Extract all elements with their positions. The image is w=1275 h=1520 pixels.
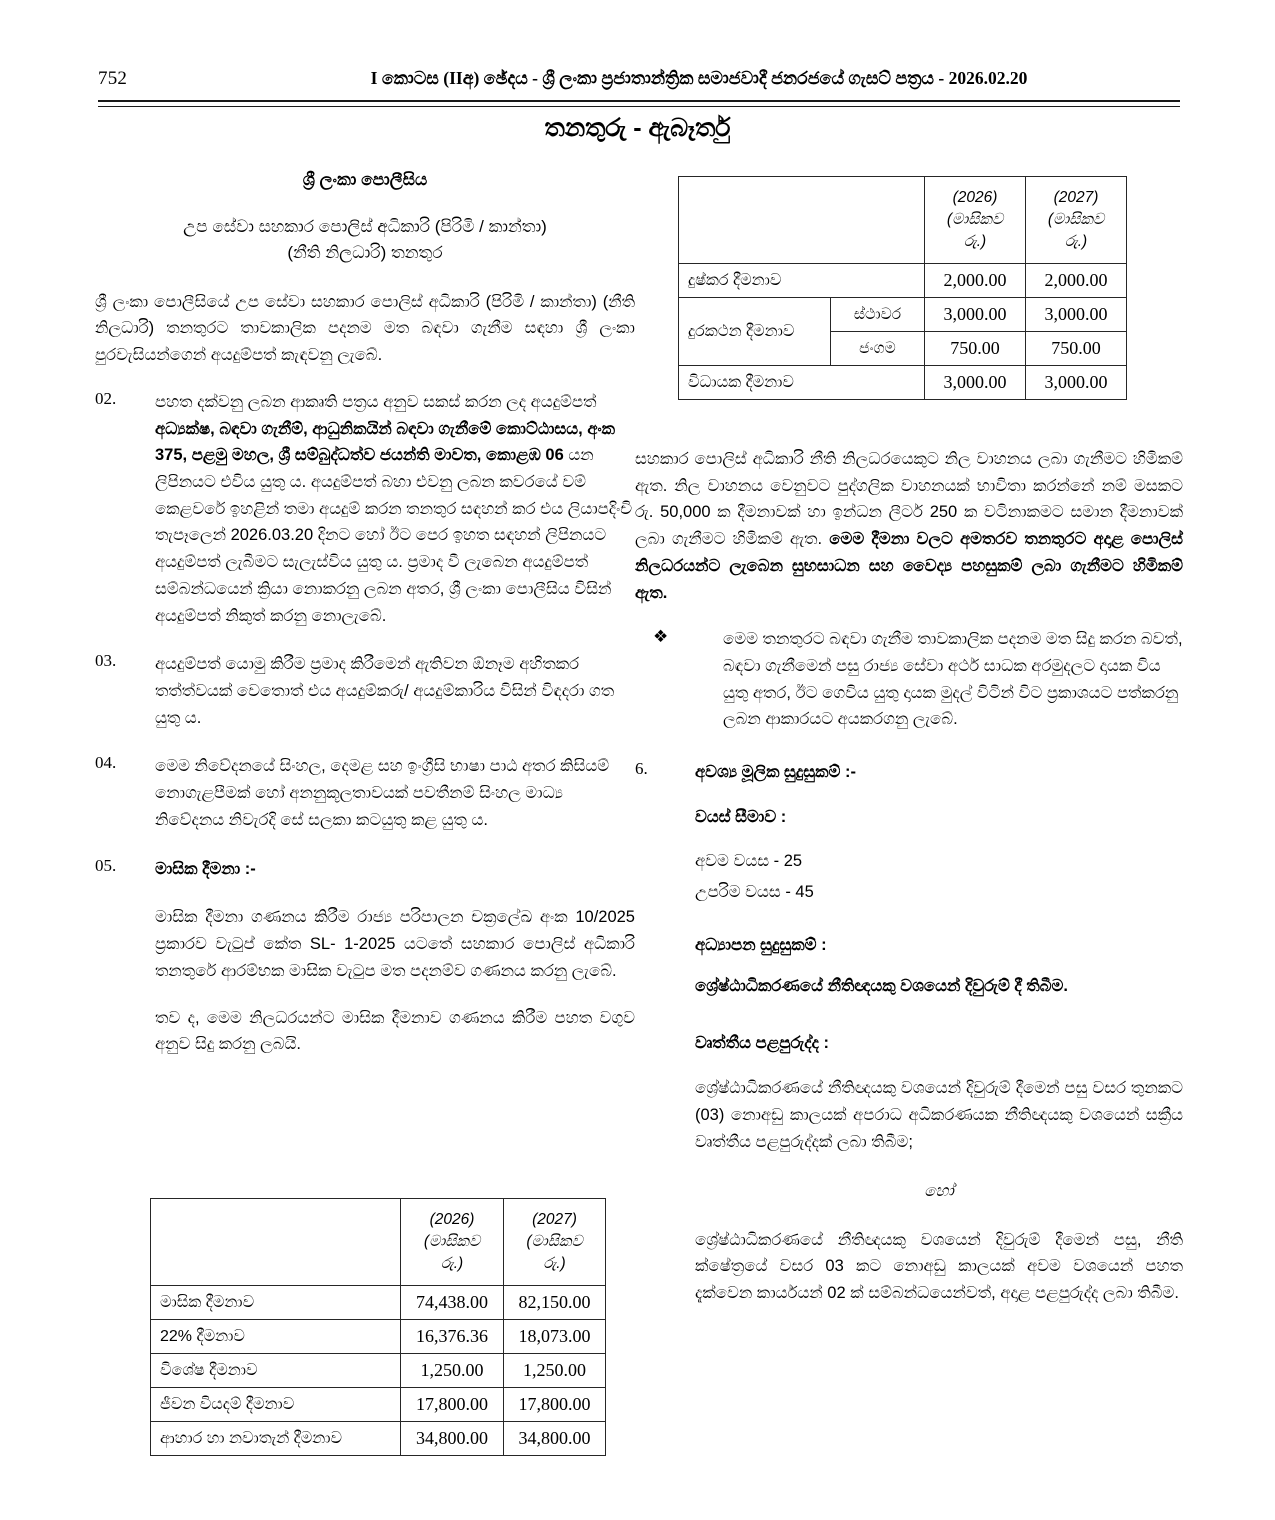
row-value-2026: 3,000.00: [925, 298, 1026, 332]
row-label: දුෂ්කර දීමනාව: [679, 264, 925, 298]
table-header-row: [679, 177, 1127, 264]
spacer: [695, 1018, 1183, 1034]
document-title: තනතුරු - ඇබෑර්තු: [544, 114, 731, 142]
row-label: ජීවන වියදම් දීමනාව: [151, 1388, 401, 1422]
intro-paragraph: ශ්‍රී ලංකා පොලීසියේ උප සේවා සහකාර පොලිස් අධිකාරි (පිරිමි / කාන්තා) (නීති නිලධාරි) තනතුරට තාවකාලික පදනම මත බඳවා ගැනීම සඳහා ශ්‍රී ලංකා පුරවැසියන්ගෙන් අයදුම්පත් කැඳවනු ලැබේ.: [95, 292, 635, 365]
row-value-2027: 18,073.00: [504, 1320, 606, 1354]
header-2027-line3: රු.): [1064, 233, 1088, 250]
clause-03-text: අයදුම්පත් යොමු කිරීම ප්‍රමාද කිරීමෙන් ඇතිවන ඕනෑම අහිතකර තත්ත්වයක් වෙතොත් එය අයදුම්කරු/ අයදුම්කාරිය විසින් විඳදරා ගත යුතු ය.: [155, 655, 615, 727]
header-2027-cell: [504, 1199, 606, 1286]
spacer: [695, 910, 1183, 936]
clause-05-heading: මාසික දීමනා :-: [155, 859, 256, 878]
header-2027-line2: (මාසිකව: [526, 1233, 583, 1250]
education-heading: අධ්‍යාපන සුදුසුකම් :: [695, 936, 827, 955]
other-allowance-table: [678, 176, 1126, 400]
row-label: විධායක දීමනාව: [679, 366, 925, 400]
vehicle-allowance-paragraph: [635, 446, 1183, 606]
page-header: [98, 68, 1180, 98]
age-minimum: අවම වයස - 25: [695, 851, 803, 870]
table-header-row: [151, 1199, 606, 1286]
table-row: [151, 1354, 606, 1388]
qualifications-block: [695, 808, 1183, 1307]
row-value-2026: 17,800.00: [401, 1388, 504, 1422]
experience-heading: වෘත්තීය පළපුරුද්ද :: [695, 1034, 829, 1053]
header-2026-line2: (මාසිකව: [946, 211, 1004, 228]
allowance-table-right: [678, 176, 1127, 400]
row-value-2026: 16,376.36: [401, 1320, 504, 1354]
header-2026-cell: [925, 177, 1026, 264]
post-title-line2: (නීති නිලධාරි) තනතුර: [287, 243, 443, 263]
clause-02: [95, 389, 635, 629]
contributory-pension-text: මෙම තනතුරට බඳවා ගැනීම තාවකාලික පදනම මත සිදු කරන බවත්, බඳවා ගැනීමෙන් පසු රාජ්‍ය සේවා අර්ථ සාධක අරමුදලට දායක විය යුතු අතර, ඊට ගෙවිය යුතු දායක මුදල් විටින් විට ප්‍රකාශයට පත්කරනු ලබන ආකාරයට අයකරගනු ලැබේ.: [723, 630, 1183, 729]
row-label: 22% දීමනාව: [151, 1320, 401, 1354]
header-2026-line1: (2026): [429, 1211, 475, 1228]
vehicle-para-pre: සහකාර පොලිස් අධිකාරි නීති නිලධරයෙකුට නිල වාහනය ලබා ගැනීමට හිමිකම් ඇත. නිල වාහනය වෙනුවට පුද්ගලික වාහනයක් භාවිතා කරන්නේ නම් මසකට රු. 50,000 ක දීමනාවක් හා ඉන්ධන ලීටර් 250 ක වටිනාකමට සමාන දීමනාවක් ලබා ගැනීමට හිමිකම් ඇත.: [635, 450, 1183, 549]
row-label: මාසික දීමනාව: [151, 1286, 401, 1320]
table-row: [151, 1320, 606, 1354]
organization-title: ශ්‍රී ලංකා පොලීසිය: [302, 170, 428, 189]
row-value-2026: 750.00: [925, 332, 1026, 366]
clause-06-number: 6.: [635, 759, 648, 779]
clause-05: [95, 856, 635, 883]
row-label: විශේෂ දීමනාව: [151, 1354, 401, 1388]
row-value-2027: 3,000.00: [1026, 366, 1127, 400]
page-number: 752: [98, 68, 128, 89]
row-value-2026: 1,250.00: [401, 1354, 504, 1388]
education-requirement: ශ්‍රේෂ්ඨාධිකරණයේ නීතිඥයකු වශයෙන් දිවුරුම් දී තිබීම.: [695, 977, 1068, 996]
diamond-bullet-icon: ❖: [653, 627, 669, 648]
row-value-2026: 74,438.00: [401, 1286, 504, 1320]
header-divider: [98, 100, 1180, 107]
vehicle-para-bold: මෙම දීමනා වලට අමතරව තනතුරට අදාළ පොලිස් නිලධරයන්ට ලැබෙන සුභසාධන සහ වෛද්‍ය පහසුකම් ලබා ගැනීමට හිමිකම් ඇත.: [635, 530, 1184, 602]
clause-03: [95, 651, 635, 731]
gazette-headline: I කොටස (IIඅ) ඡේදය - ශ්‍රී ලංකා ප්‍රජාතාන්ත්‍රික සමාජවාදී ජනරජයේ ගැසට් පත්‍රය - 2026.02.20: [370, 68, 1028, 88]
clause-06-title: අවශ්‍ය මූලික සුදුසුකම් :-: [695, 763, 856, 782]
clause-02-text: [155, 393, 632, 625]
row-value-2027: 3,000.00: [1026, 298, 1127, 332]
experience-option-2: ශ්‍රේෂ්ඨාධිකරණයේ නීතිඥයකු වශයෙන් දිවුරුම් දීමෙන් පසු, නීති ක්ෂේත්‍රයේ වසර 03 කට නොඅඩු කාලයක් අවම වශයෙන් පහත දැක්වෙන කාර්යයන් 02 ක් සම්බන්ධයෙන්වත්, අදාළ පළපුරුද්ද ලබා තිබීම.: [695, 1230, 1183, 1302]
row-value-2026: 34,800.00: [401, 1422, 504, 1456]
header-2027-line1: (2027): [532, 1211, 577, 1228]
clause-02-pre: පහත දක්වනු ලබන ආකෘති පත්‍රය අනුව සකස් කරන ලද අයදුම්පත්: [155, 392, 597, 411]
post-title: [95, 214, 635, 267]
clause-05-para-a: මාසික දීමනා ගණනය කිරීම රාජ්‍ය පරිපාලන චක්‍රලේඛ අංක 10/2025 ප්‍රකාරව වැටුප් කේත SL- 1-2025 යටතේ සහකාර පොලිස් අධිකාරි තනතුරේ ආරම්භක මාසික වැටුප මත පදනම්ව ගණනය කරනු ලැබේ.: [155, 908, 635, 980]
header-2027-line2: (මාසිකව: [1047, 211, 1105, 228]
right-column: [635, 446, 1183, 1327]
header-2026-line1: (2026): [952, 189, 998, 206]
sub-label-fixed: ස්ථාවර: [831, 298, 925, 332]
row-value-2027: 17,800.00: [504, 1388, 606, 1422]
post-title-line1: උප සේවා සහකාර පොලිස් අධිකාරි (පිරිමි / කාන්තා): [183, 217, 547, 236]
header-blank-cell: [679, 177, 925, 264]
sub-label-mobile: ජංගම: [831, 332, 925, 366]
row-label: ආහාර හා නවාතැන් දීමනාව: [151, 1422, 401, 1456]
clause-05-number: 05.: [95, 855, 117, 875]
clause-02-number: 02.: [95, 388, 117, 408]
table-row: [151, 1388, 606, 1422]
contributory-pension-bullet: [635, 626, 1183, 733]
table-row: [151, 1422, 606, 1456]
header-2026-line3: රු.): [440, 1255, 464, 1272]
clause-04: [95, 753, 635, 833]
header-2027-line3: රු.): [543, 1255, 566, 1272]
clause-05-para-b: තව ද, මෙම නිලධරයන්ට මාසික දීමනාව ගණනය කිරීම පහත වගුව අනුව සිදු කරනු ලබයි.: [155, 1008, 635, 1054]
row-value-2027: 750.00: [1026, 332, 1127, 366]
clause-02-address: අධ්‍යක්ෂ, බඳවා ගැනීම්, ආධුනිකයින් බඳවා ගැනීමේ කොට්ඨාසය, අංක 375, පළමු මහල, ශ්‍රී සම්බුද්ධත්ව ජයන්ති මාවත, කොළඹ 06: [155, 419, 616, 465]
table-row: [151, 1286, 606, 1320]
row-value-2026: 3,000.00: [925, 366, 1026, 400]
clause-04-text: මෙම නිවේදනයේ සිංහල, දෙමළ සහ ඉංග්‍රීසි භාෂා පාඨ අතර කිසියම් නොගැළපීමක් හෝ අනනුකූලතාවයක් පවතීනම් සිංහල මාධ්‍ය නිවේදනය නිවැරදි සේ සලකා කටයුතු කළ යුතු ය.: [155, 757, 610, 829]
clause-03-number: 03.: [95, 651, 117, 671]
header-blank-cell: [151, 1199, 401, 1286]
age-limit-heading: වයස් සීමාව :: [695, 807, 787, 826]
header-2026-line3: රු.): [963, 233, 987, 250]
clause-02-post: යන ලිපිනයට එවිය යුතු ය. අයදුම්පත් බහා එවනු ලබන කවරයේ වම් කෙළවරේ ඉහළින් තමා අයදුම් කරන තනතුර සඳහන් කර එය ලියාපදිංචි තැපෑලෙන් 2026.03.20 දිනට හෝ ඊට පෙර ඉහත සඳහන් ලිපිනයට අයදුම්පත් ලැබීමට සැලැස්විය යුතු ය. ප්‍රමාද වී ලැබෙන අයදුම්පත් සම්බන්ධයෙන් ක්‍රියා නොකරනු ලබන අතර, ශ්‍රී ලංකා පොලීසිය විසින් අයදුම්පත් නිකුත් කරනු නොලැබේ.: [155, 446, 633, 625]
monthly-allowance-table: [150, 1198, 605, 1456]
row-value-2027: 82,150.00: [504, 1286, 606, 1320]
table-row-telephone-fixed: [679, 298, 1127, 332]
header-2027-line1: (2027): [1053, 189, 1099, 206]
row-value-2026: 2,000.00: [925, 264, 1026, 298]
row-value-2027: 1,250.00: [504, 1354, 606, 1388]
row-label-telephone: දුරකථන දීමනාව: [679, 298, 831, 366]
left-column: [95, 170, 635, 1078]
table-row-difficult-allowance: [679, 264, 1127, 298]
table-row-executive-allowance: [679, 366, 1127, 400]
experience-option-1: ශ්‍රේෂ්ඨාධිකරණයේ නීතිඥයකු වශයෙන් දිවුරුම් දීමෙන් පසු වසර තුනකට (03) නොඅඩු කාලයක් අපරාධ අධිකරණයක නීතිඥයකු වශයෙන් සක්‍රීය වෘත්තීය පළපුරුද්දක් ලබා තිබීම;: [695, 1079, 1183, 1151]
clause-04-number: 04.: [95, 753, 117, 773]
clause-06: [635, 759, 1183, 786]
header-2026-line2: (මාසිකව: [423, 1233, 481, 1250]
allowance-table-left: [150, 1198, 606, 1456]
header-2027-cell: [1026, 177, 1127, 264]
header-2026-cell: [401, 1199, 504, 1286]
or-separator: හෝ: [924, 1181, 954, 1200]
row-value-2027: 2,000.00: [1026, 264, 1127, 298]
row-value-2027: 34,800.00: [504, 1422, 606, 1456]
age-maximum: උපරිම වයස - 45: [695, 882, 814, 901]
